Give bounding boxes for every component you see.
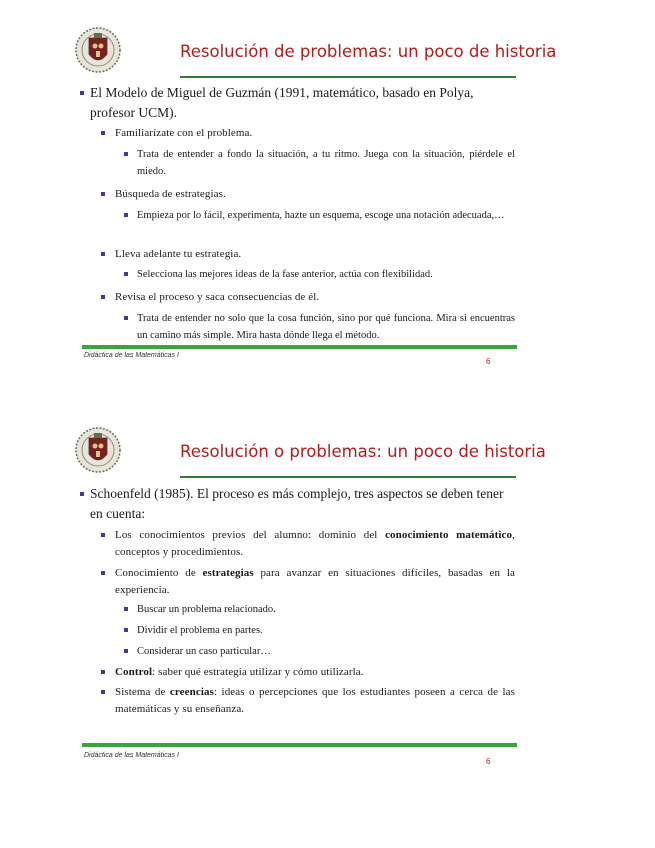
sub-list-item	[137, 601, 515, 618]
sub-list-item-text: Empieza por lo fácil, experimenta, hazte un esquema, escoge una notación adecuada,…	[137, 210, 505, 221]
sub-list-item-text: Buscar un problema relacionado.	[137, 604, 276, 615]
page-number: 6	[486, 357, 491, 366]
bullet-icon	[101, 571, 105, 575]
slide-title: Resolución de problemas: un poco de historia	[180, 42, 557, 61]
footer-divider	[82, 743, 517, 747]
intro-text: Schoenfeld (1985). El proceso es más complejo, tres aspectos se deben tener en cuenta:	[90, 486, 504, 521]
list-item	[115, 684, 515, 718]
bullet-icon	[124, 152, 128, 156]
bullet-icon	[124, 628, 128, 632]
sub-list-item	[137, 643, 515, 660]
slide-2	[0, 400, 655, 800]
list-item-text: , conceptos y procedimientos.	[115, 529, 516, 558]
bullet-icon	[101, 533, 105, 537]
list-item-text: Sistema de	[115, 686, 170, 698]
list-item	[115, 664, 515, 681]
bullet-icon	[80, 91, 84, 95]
bullet-icon	[101, 252, 105, 256]
bullet-icon	[101, 295, 105, 299]
list-item-text: : ideas o percepciones que los estudiantes poseen a cerca de las matemáticas y su enseñanza.	[115, 686, 515, 715]
list-item-text: : saber qué estrategia utilizar y cómo utilizarla.	[152, 666, 364, 678]
bullet-icon	[80, 492, 84, 496]
bullet-icon	[101, 670, 105, 674]
page-number: 6	[486, 757, 491, 766]
sub-list-item	[137, 146, 515, 180]
list-item-emphasis: conocimiento matemático	[385, 529, 513, 541]
list-item	[115, 125, 515, 142]
slide-1	[0, 0, 655, 400]
intro-bullet	[90, 484, 508, 524]
bullet-icon	[101, 131, 105, 135]
intro-text: El Modelo de Miguel de Guzmán (1991, matemático, basado en Polya, profesor UCM).	[90, 85, 474, 120]
list-item-emphasis: estrategias	[202, 567, 254, 579]
bullet-icon	[124, 272, 128, 276]
list-item	[115, 246, 515, 263]
bullet-icon	[101, 690, 105, 694]
bullet-icon	[124, 649, 128, 653]
title-divider	[180, 76, 516, 78]
list-item-text: para avanzar en situaciones difíciles, basadas en la experiencia.	[115, 567, 515, 596]
list-item-text: Los conocimientos previos del alumno: dominio del	[115, 529, 386, 541]
list-item	[115, 186, 515, 203]
list-item-label: Familiarízate con el problema.	[115, 127, 253, 139]
list-item-label: Revisa el proceso y saca consecuencias de él.	[115, 291, 320, 303]
bullet-icon	[101, 192, 105, 196]
bullet-icon	[124, 213, 128, 217]
list-item-label: Lleva adelante tu estrategia.	[115, 248, 242, 260]
list-item-text: Conocimiento de	[115, 567, 203, 579]
footer-text: Didáctica de las Matemáticas I	[84, 352, 179, 359]
bullet-icon	[124, 316, 128, 320]
list-item-emphasis: Control	[115, 666, 153, 678]
sub-list-item-text: Trata de entender no solo que la cosa función, sino por qué funciona. Mira si encuentras un camino más simple. Mira hasta dónde llega el método.	[137, 313, 515, 341]
list-item-label: Búsqueda de estrategias.	[115, 188, 226, 200]
sub-list-item-text: Dividir el problema en partes.	[137, 625, 263, 636]
sub-list-item	[137, 622, 515, 639]
sub-list-item	[137, 310, 515, 344]
footer-text: Didáctica de las Matemáticas I	[84, 752, 179, 759]
sub-list-item-text: Considerar un caso particular…	[137, 646, 271, 657]
footer-divider	[82, 345, 517, 349]
bullet-icon	[124, 607, 128, 611]
title-divider	[180, 476, 516, 478]
sub-list-item-text: Trata de entender a fondo la situación, a tu ritmo. Juega con la situación, piérdele el miedo.	[137, 149, 515, 177]
university-seal-icon	[74, 24, 122, 76]
list-item	[115, 565, 515, 599]
university-seal-icon	[74, 424, 122, 476]
sub-list-item-text: Selecciona las mejores ideas de la fase anterior, actúa con flexibilidad.	[137, 269, 433, 280]
intro-bullet	[90, 83, 510, 123]
list-item	[115, 527, 515, 561]
sub-list-item	[137, 266, 515, 283]
list-item-emphasis: creencias	[169, 686, 214, 698]
sub-list-item	[137, 207, 515, 224]
list-item	[115, 289, 515, 306]
slide-title: Resolución o problemas: un poco de historia	[180, 442, 546, 461]
